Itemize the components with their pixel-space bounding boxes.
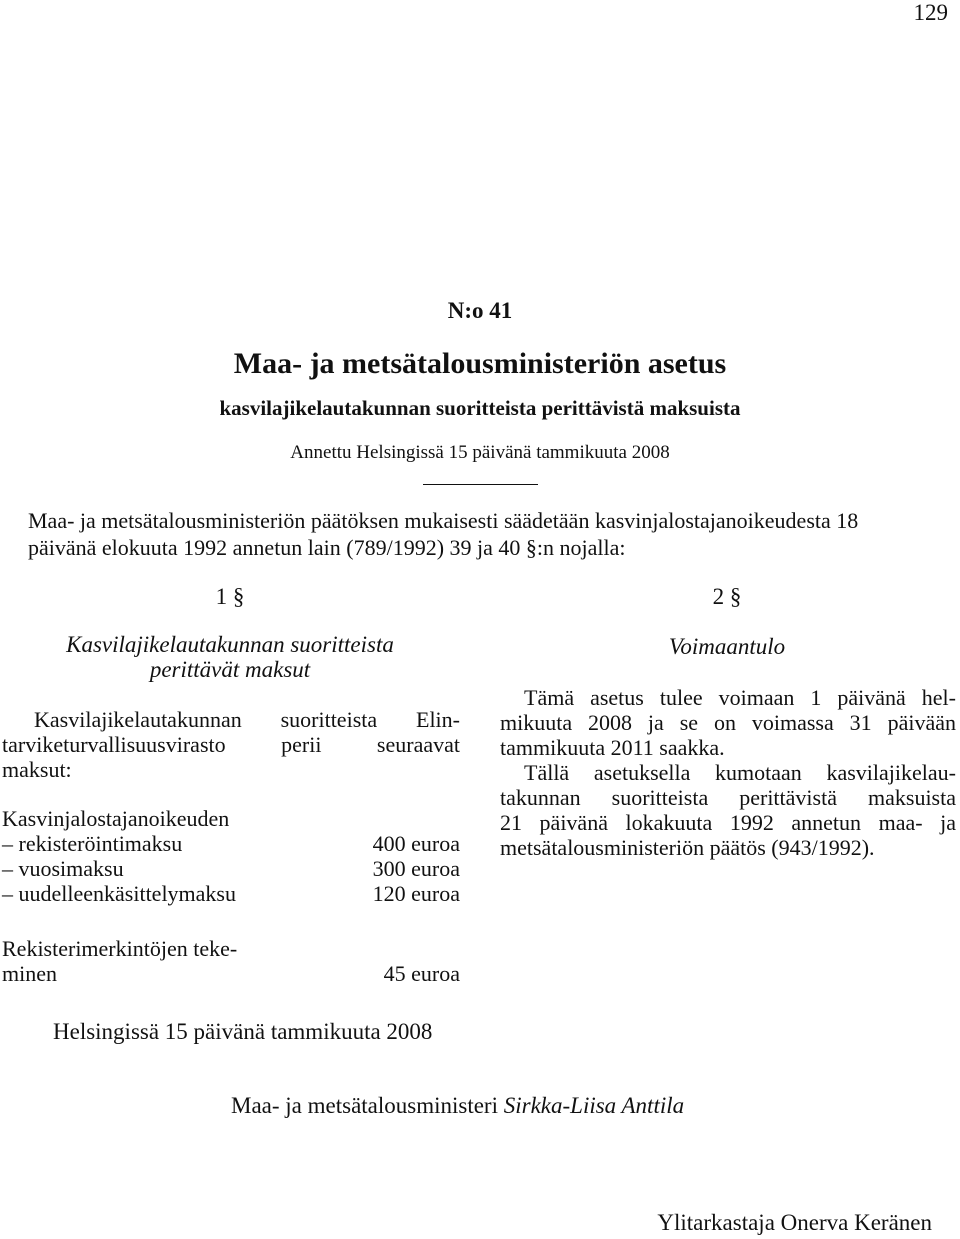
official-signature: Ylitarkastaja Onerva Keränen — [657, 1210, 932, 1235]
fee-amount: 45 euroa — [383, 961, 460, 986]
fee-amount: 300 euroa — [372, 856, 460, 881]
statute-number: N:o 41 — [447, 298, 513, 323]
paragraph-line: 21 päivänä lokakuuta 1992 annetun maa- ja — [500, 810, 956, 835]
fee-row — [2, 856, 460, 881]
place-and-date: Helsingissä 15 päivänä tammikuuta 2008 — [53, 1019, 433, 1044]
minister-signature — [231, 1093, 684, 1119]
given-date-line: Annettu Helsingissä 15 päivänä tammikuuta 2008 — [290, 442, 670, 463]
registry-label-line2: minen — [2, 961, 57, 986]
paragraph-line: tammikuuta 2011 saakka. — [500, 735, 725, 760]
document-title: Maa- ja metsätalousministeriön asetus — [233, 347, 727, 380]
section-2-heading: Voimaantulo — [668, 634, 786, 659]
section-1-intro-line2: tarviketurvallisuusvirasto perii seuraavat — [2, 732, 460, 757]
section-2-paragraph-1 — [500, 685, 956, 760]
section-1-intro-line3: maksut: — [2, 757, 72, 782]
fee-row — [2, 881, 460, 906]
section-1-intro-line1: Kasvilajikelautakunnan suoritteista Elin- — [34, 707, 460, 732]
paragraph-line: metsätalousministeriön päätös (943/1992). — [500, 835, 875, 860]
fee-label: – uudelleenkäsittelymaksu — [2, 881, 236, 906]
separator-rule — [423, 484, 538, 485]
fee-group-label: Kasvinjalostajanoikeuden — [2, 806, 230, 831]
paragraph-line: Tällä asetuksella kumotaan kasvilajikelau- — [524, 760, 956, 785]
registry-fee — [2, 936, 460, 986]
section-1-number: 1 § — [215, 584, 245, 609]
fee-label: – vuosimaksu — [2, 856, 124, 881]
fee-row — [2, 831, 460, 856]
fee-amount: 400 euroa — [372, 831, 460, 856]
section-1-heading-line1: Kasvilajikelautakunnan suoritteista — [66, 632, 394, 657]
section-2-paragraph-2 — [500, 760, 956, 860]
paragraph-line: Tämä asetus tulee voimaan 1 päivänä hel- — [524, 685, 956, 710]
paragraph-line: mikuuta 2008 ja se on voimassa 31 päivään — [500, 710, 956, 735]
registry-label-line1: Rekisterimerkintöjen teke- — [2, 936, 238, 961]
fee-label: – rekisteröintimaksu — [2, 831, 183, 856]
page-number: 129 — [913, 0, 948, 25]
minister-title: Maa- ja metsätalousministeri — [231, 1093, 498, 1118]
document-subtitle: kasvilajikelautakunnan suoritteista perittävistä maksuista — [219, 396, 741, 420]
fee-table — [2, 806, 460, 906]
fee-amount: 120 euroa — [372, 881, 460, 906]
section-1-heading — [0, 632, 460, 682]
section-1-intro — [2, 707, 460, 782]
paragraph-line: takunnan suoritteista perittävistä maksuista — [500, 785, 956, 810]
minister-name: Sirkka-Liisa Anttila — [503, 1093, 685, 1118]
fee-row — [2, 961, 460, 986]
section-2-number: 2 § — [712, 584, 742, 609]
preamble: Maa- ja metsätalousministeriön päätöksen mukaisesti säädetään kasvinjalostajanoikeudesta 18 päivänä elokuuta 1992 annetun lain (789/1992) 39 ja 40 §:n nojalla: — [28, 508, 859, 560]
section-1-heading-line2: perittävät maksut — [149, 657, 311, 682]
